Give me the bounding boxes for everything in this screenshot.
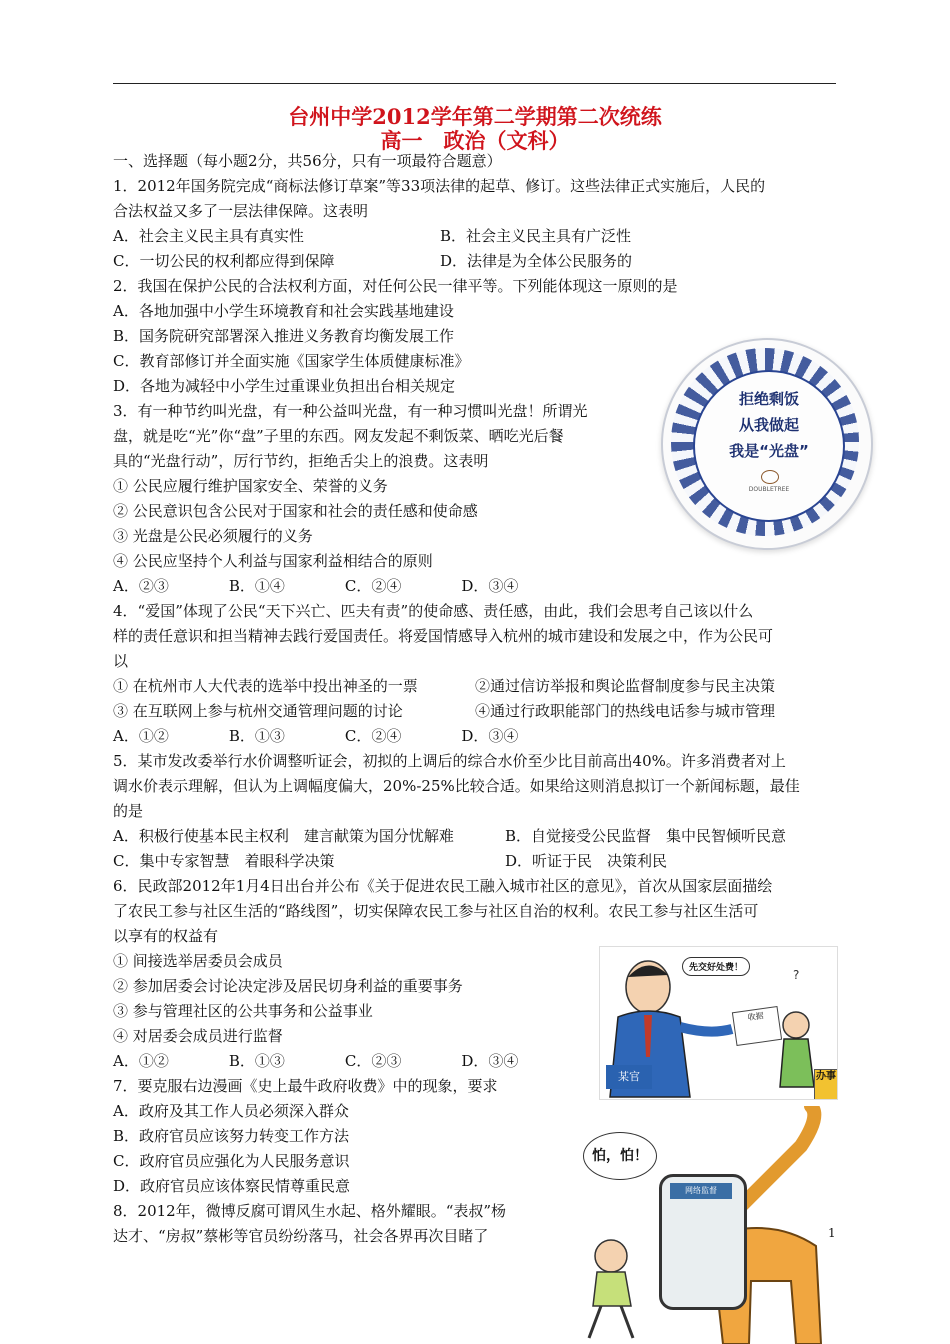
statement-item: ② 公民意识包含公民对于国家和社会的责任感和使命感: [113, 502, 478, 520]
section-heading: 一、选择题（每小题2分，共56分，只有一项最符合题意）: [113, 152, 502, 170]
question-2-line: 2．我国在保护公民的合法权利方面，对任何公民一律平等。下列能体现这一原则的是: [113, 277, 678, 295]
statement-item: ① 在杭州市人大代表的选举中投出神圣的一票: [113, 677, 418, 695]
question-1-line: 合法权益又多了一层法律保障。这表明: [113, 202, 369, 220]
question-4-line: 4．“爱国”体现了公民“天下兴亡、匹夫有责”的使命感、责任感，由此，我们会思考自己该以什么: [113, 602, 754, 620]
statement-item: ③ 光盘是公民必须履行的义务: [113, 527, 313, 545]
question-6-line: 了农民工参与社区生活的“路线图”，切实保障农民工参与社区自治的权利。农民工参与社区生活可: [113, 902, 759, 920]
plate-center: [693, 370, 845, 522]
option-a: A．社会主义民主具有真实性: [113, 227, 304, 245]
hotel-logo-icon: [761, 470, 779, 484]
statement-item: ④通过行政职能部门的热线电话参与城市管理: [475, 702, 776, 720]
option-d: D．听证于民 决策利民: [505, 852, 668, 870]
question-7-line: 7．要克服右边漫画《史上最牛政府收费》中的现象，要求: [113, 1077, 498, 1095]
question-6-line: 6．民政部2012年1月4日出台并公布《关于促进农民工融入城市社区的意见》，首次从国家层面描绘: [113, 877, 773, 895]
question-3-line: 3．有一种节约叫光盘，有一种公益叫光盘，有一种习惯叫光盘！所谓光: [113, 402, 588, 420]
official-label: 某官: [606, 1065, 652, 1089]
question-3-line: 具的“光盘行动”，厉行节约，拒绝舌尖上的浪费。这表明: [113, 452, 489, 470]
exam-subtitle: 高一 政治（文科）: [380, 128, 570, 153]
answer-options: A．②③ B．①④ C．②④ D．③④: [113, 577, 519, 595]
office-sign: 办事: [814, 1069, 838, 1100]
exam-title: 台州中学2012学年第二学期第二次统练: [288, 104, 662, 129]
statement-item: ① 间接选举居委员会成员: [113, 952, 283, 970]
option-b: B．国务院研究部署深入推进义务教育均衡发展工作: [113, 327, 455, 345]
option-c: C．集中专家智慧 着眼科学决策: [113, 852, 335, 870]
plate-illustration: [661, 338, 873, 550]
question-1-line: 1．2012年国务院完成“商标法修订草案”等33项法律的起草、修订。这些法律正式实施后，人民的: [113, 177, 766, 195]
statement-item: ① 公民应履行维护国家安全、荣誉的义务: [113, 477, 388, 495]
plate-brand: DOUBLETREE: [748, 486, 790, 493]
option-b: B．自觉接受公民监督 集中民智倾听民意: [505, 827, 787, 845]
option-b: B．社会主义民主具有广泛性: [440, 227, 632, 245]
statement-item: ③ 在互联网上参与杭州交通管理问题的讨论: [113, 702, 403, 720]
option-a: A．各地加强中小学生环境教育和社会实践基地建设: [113, 302, 454, 320]
statement-item: ④ 公民应坚持个人利益与国家利益相结合的原则: [113, 552, 433, 570]
answer-options: A．①② B．①③ C．②④ D．③④: [113, 727, 519, 745]
question-8-line: 8．2012年，微博反腐可谓风生水起、格外耀眼。“表叔”杨: [113, 1202, 507, 1220]
option-c: C．教育部修订并全面实施《国家学生体质健康标准》: [113, 352, 470, 370]
phone-icon: [659, 1174, 747, 1310]
receipt: 收据: [732, 1006, 782, 1046]
option-d: D．法律是为全体公民服务的: [440, 252, 633, 270]
statement-item: ②通过信访举报和舆论监督制度参与民主决策: [475, 677, 776, 695]
option-c: C．一切公民的权利都应得到保障: [113, 252, 335, 270]
speech-bubble: 怕，怕！: [583, 1132, 657, 1180]
question-5-line: 的是: [113, 802, 144, 820]
option-a: A．积极行使基本民主权利 建言献策为国分忧解难: [113, 827, 454, 845]
phone-label: 网络监督: [670, 1183, 732, 1199]
question-5-line: 5．某市发改委举行水价调整听证会，初拟的上调后的综合水价至少比目前高出40%。许多消费者对上: [113, 752, 786, 770]
question-4-line: 以: [113, 652, 129, 670]
header-rule: [113, 83, 836, 84]
option-d: D．政府官员应该体察民情尊重民意: [113, 1177, 351, 1195]
question-8-line: 达才、“房叔”蔡彬等官员纷纷落马，社会各界再次目睹了: [113, 1227, 489, 1245]
cartoon-internet-supervision: [571, 1106, 836, 1344]
question-4-line: 样的责任意识和担当精神去践行爱国责任。将爱国情感导入杭州的城市建设和发展之中，作为公民可: [113, 627, 774, 645]
plate-text: 我是“光盘”: [729, 442, 809, 460]
question-6-line: 以享有的权益有: [113, 927, 219, 945]
statement-item: ④ 对居委会成员进行监督: [113, 1027, 283, 1045]
page-number: 1: [828, 1226, 836, 1240]
option-b: B．政府官员应该努力转变工作方法: [113, 1127, 350, 1145]
statement-item: ③ 参与管理社区的公共事务和公益事业: [113, 1002, 373, 1020]
speech-bubble: 先交好处费！: [682, 957, 750, 976]
option-a: A．政府及其工作人员必须深入群众: [113, 1102, 349, 1120]
svg-text:?: ?: [793, 968, 800, 982]
option-c: C．政府官员应强化为人民服务意识: [113, 1152, 350, 1170]
question-3-line: 盘，就是吃“光”你“盘”子里的东西。网友发起不剩饭菜、晒吃光后餐: [113, 427, 564, 445]
question-5-line: 调水价表示理解，但认为上调幅度偏大，20%-25%比较合适。如果给这则消息拟订一个新闻标题，最佳: [113, 777, 800, 795]
cartoon-official-fee: [599, 946, 838, 1100]
plate-text: 从我做起: [738, 416, 799, 434]
answer-options: A．①② B．①③ C．②③ D．③④: [113, 1052, 519, 1070]
statement-item: ② 参加居委会讨论决定涉及居民切身利益的重要事务: [113, 977, 463, 995]
option-d: D．各地为减轻中小学生过重课业负担出台相关规定: [113, 377, 456, 395]
plate-text: 拒绝剩饭: [738, 390, 799, 408]
